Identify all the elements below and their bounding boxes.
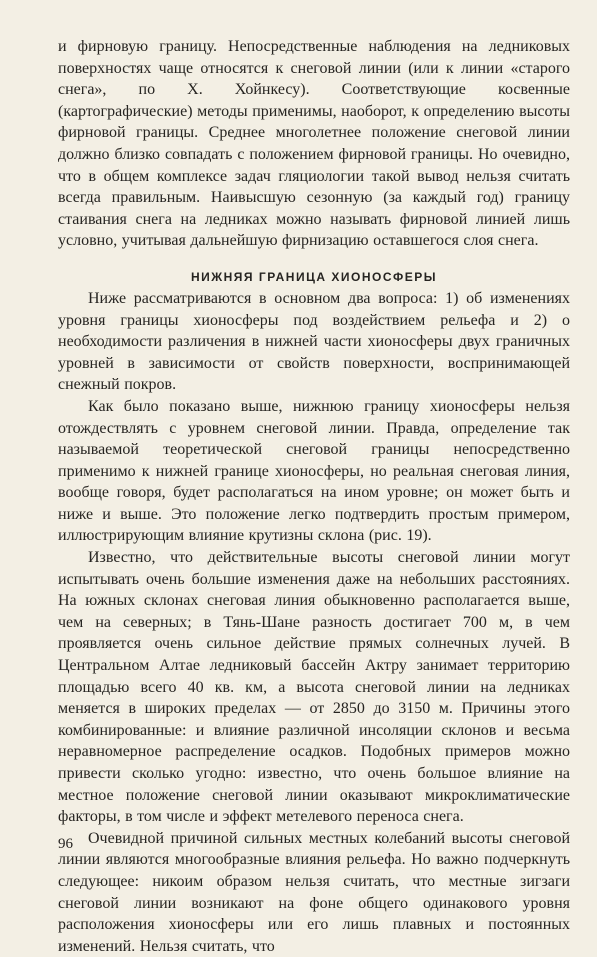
- paragraph-3: Как было показано выше, нижнюю границу хионосферы нельзя отождествлять с уровнем снеговой линии. Правда, определение так называемой теоретической снеговой границы непосредственно применимо к нижней границе хионосферы, но реальная снеговая линия, вообще говоря, будет располагаться на ином уровне; он может быть и ниже и выше. Это положение легко подтвердить простым примером, иллюстрирующим влияние крутизны склона (рис. 19).: [58, 397, 570, 545]
- page-number: 96: [58, 836, 73, 852]
- paragraph-2: Ниже рассматриваются в основном два вопроса: 1) об изменениях уровня границы хионосферы под воздействием рельефа и 2) о необходимости различения в нижней части хионосферы двух граничных уровней в зависимости от свойств поверхности, воспринимающей снежный покров.: [58, 289, 570, 394]
- paragraph-5: Очевидной причиной сильных местных колебаний высоты снеговой линии являются многообразные влияния рельефа. Но важно подчеркнуть следующее: никоим образом нельзя считать, что местные зигзаги снеговой линии возникают на фоне общего одинакового уровня расположения хионосферы или его лишь плавных и постоянных изменений. Нельзя считать, что: [58, 829, 570, 955]
- paragraph-1: и фирновую границу. Непосредственные наблюдения на ледниковых поверхностях чаще относятся к снеговой линии (или к линии «старого снега», по Х. Хойнкесу). Соответствующие косвенные (картографические) методы применимы, наоборот, к определению высоты фирновой границы. Среднее многолетнее положение снеговой линии должно близко совпадать с положением фирновой границы. Но очевидно, что в общем комплексе задач гляциологии такой вывод нельзя считать всегда правильным. Наивысшую сезонную (за каждый год) границу стаивания снега на ледниках можно называть фирновой линией лишь условно, учитывая дальнейшую фирнизацию оставшегося слоя снега.: [58, 38, 570, 250]
- section-heading: НИЖНЯЯ ГРАНИЦА ХИОНОСФЕРЫ: [191, 269, 437, 284]
- document-page: [58, 36, 570, 957]
- paragraph-4: Известно, что действительные высоты снеговой линии могут испытывать очень большие изменения даже на небольших расстояниях. На южных склонах снеговая линия обыкновенно располагается выше, чем на северных; в Тянь-Шане разность достигает 700 м, в чем проявляется очень сильное действие прямых солнечных лучей. В Центральном Алтае ледниковый бассейн Актру занимает территорию площадью всего 40 кв. км, а высота снеговой линии на ледниках меняется в широких пределах — от 2850 до 3150 м. Причины этого комбинированные: и влияние различной инсоляции склонов и весьма неравномерное распределение осадков. Подобных примеров можно привести сколько угодно: известно, что очень большое влияние на местное положение снеговой линии оказывают микроклиматические факторы, в том числе и эффект метелевого переноса снега.: [58, 549, 570, 826]
